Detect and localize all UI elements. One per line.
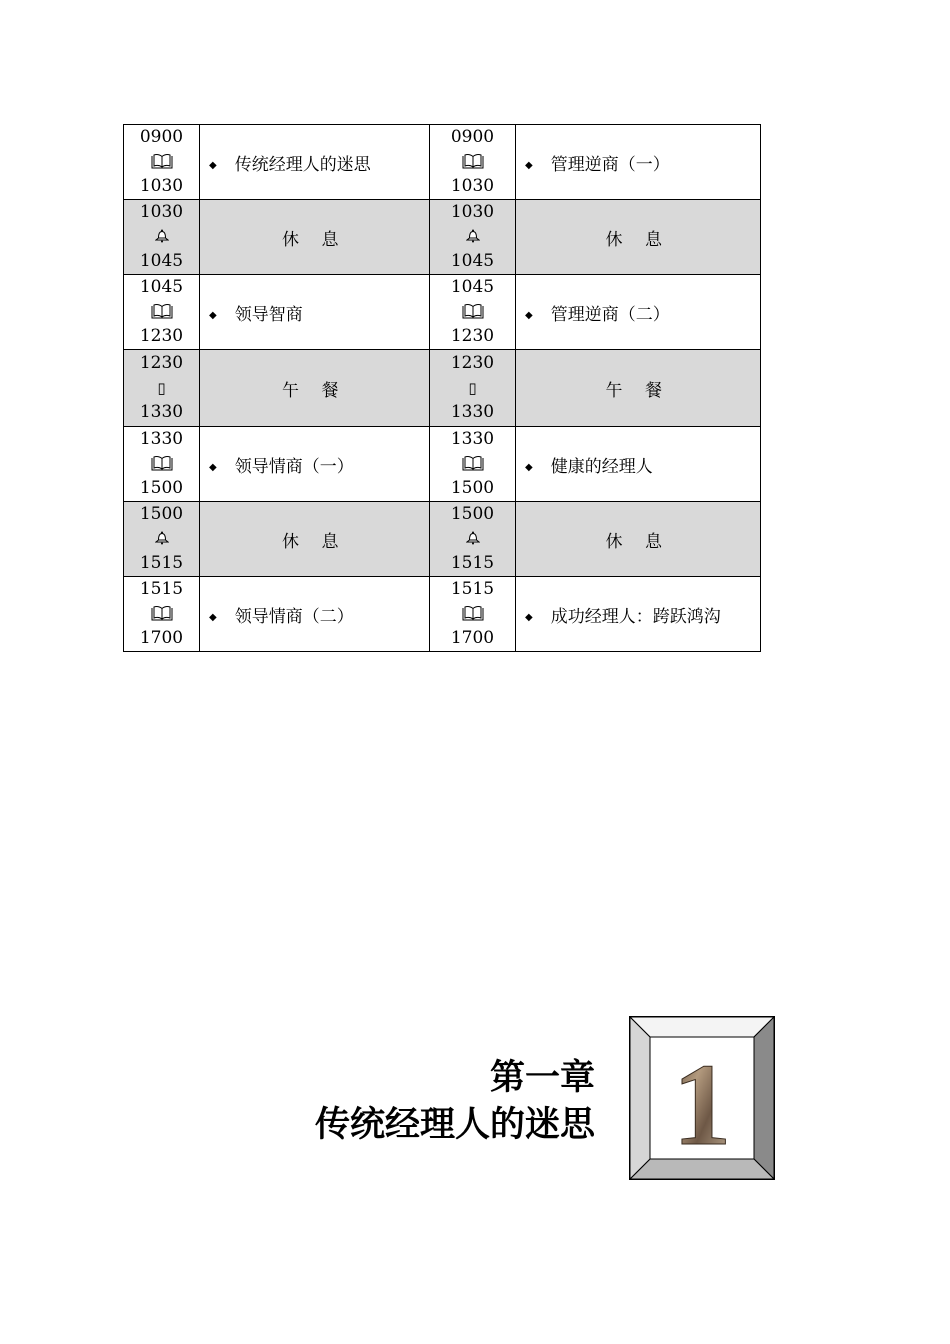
end-time: 1030 [139, 176, 184, 197]
time-icon [124, 225, 199, 250]
pause-label: 休 息 [605, 531, 671, 552]
time-cell [430, 427, 516, 502]
bullet-icon: ◆ [209, 159, 217, 171]
end-time: 1045 [139, 251, 184, 272]
time-cell [124, 350, 200, 427]
end-time: 1515 [139, 553, 184, 574]
pause-cell [516, 200, 761, 275]
schedule-row [124, 125, 761, 200]
time-icon [124, 602, 199, 627]
topic-label: 传统经理人的迷思 [234, 154, 371, 175]
topic-label: 管理逆商（二） [550, 304, 670, 325]
start-time: 0900 [139, 127, 184, 148]
start-time: 1030 [139, 202, 184, 223]
time-icon [124, 452, 199, 477]
topic-cell [200, 427, 430, 502]
lunch-cell [516, 350, 761, 427]
time-icon [124, 376, 199, 401]
topic-cell [516, 275, 761, 350]
topic-label: 领导情商（二） [234, 606, 354, 627]
time-icon [430, 452, 515, 477]
schedule-row [124, 350, 761, 427]
pause-label: 休 息 [605, 229, 671, 250]
time-cell [124, 200, 200, 275]
start-time: 1030 [450, 202, 495, 223]
book-icon [151, 304, 173, 319]
pause-cell [200, 200, 430, 275]
topic-label: 健康的经理人 [550, 456, 653, 477]
time-icon [430, 527, 515, 552]
chapter-title: 传统经理人的迷思 [314, 1104, 595, 1145]
start-time: 1230 [139, 353, 184, 374]
book-icon [462, 456, 484, 471]
end-time: 1500 [450, 478, 495, 499]
topic-cell [200, 275, 430, 350]
time-icon [430, 376, 515, 401]
bell-icon [466, 229, 480, 243]
start-time: 1330 [450, 429, 495, 450]
book-icon [151, 456, 173, 471]
bell-icon [155, 229, 169, 243]
start-time: 1045 [450, 277, 495, 298]
time-icon [430, 602, 515, 627]
lunch-label: 午 餐 [605, 380, 671, 401]
time-icon [124, 150, 199, 175]
start-time: 1515 [139, 579, 184, 600]
chapter-number-badge [629, 1016, 775, 1180]
book-icon [462, 154, 484, 169]
start-time: 1500 [450, 504, 495, 525]
end-time: 1330 [450, 402, 495, 423]
time-cell [124, 502, 200, 577]
topic-cell [200, 125, 430, 200]
end-time: 1030 [450, 176, 495, 197]
end-time: 1515 [450, 553, 495, 574]
chapter-badge-digit: 1 [672, 1039, 732, 1170]
lunch-cell [200, 350, 430, 427]
book-icon [151, 606, 173, 621]
start-time: 1230 [450, 353, 495, 374]
schedule-row [124, 275, 761, 350]
bullet-icon: ◆ [525, 461, 533, 473]
topic-cell [516, 427, 761, 502]
time-icon [430, 150, 515, 175]
end-time: 1500 [139, 478, 184, 499]
time-cell [430, 350, 516, 427]
schedule-row [124, 502, 761, 577]
start-time: 1330 [139, 429, 184, 450]
bullet-icon: ◆ [525, 309, 533, 321]
bullet-icon: ◆ [525, 159, 533, 171]
time-cell [430, 275, 516, 350]
pause-cell [516, 502, 761, 577]
pause-label: 休 息 [282, 229, 347, 250]
bullet-icon: ◆ [209, 611, 217, 623]
pause-label: 休 息 [282, 531, 347, 552]
end-time: 1230 [450, 326, 495, 347]
schedule-table [123, 124, 761, 652]
topic-cell [516, 577, 761, 652]
time-cell [430, 577, 516, 652]
start-time: 1515 [450, 579, 495, 600]
start-time: 0900 [450, 127, 495, 148]
pause-cell [200, 502, 430, 577]
chapter-number-label: 第一章 [489, 1057, 595, 1098]
time-cell [430, 125, 516, 200]
schedule-row [124, 200, 761, 275]
topic-label: 成功经理人：跨跃鸿沟 [550, 606, 721, 627]
chapter-heading [315, 1055, 595, 1149]
schedule-body [124, 125, 761, 652]
missing-glyph-icon: ▯ [157, 378, 166, 397]
topic-label: 管理逆商（一） [550, 154, 670, 175]
bullet-icon: ◆ [525, 611, 533, 623]
time-icon [124, 300, 199, 325]
lunch-label: 午 餐 [282, 380, 347, 401]
time-cell [124, 577, 200, 652]
book-icon [462, 304, 484, 319]
time-cell [430, 200, 516, 275]
missing-glyph-icon: ▯ [468, 378, 477, 397]
time-cell [430, 502, 516, 577]
time-cell [124, 275, 200, 350]
time-cell [124, 427, 200, 502]
time-icon [430, 225, 515, 250]
schedule-row [124, 427, 761, 502]
end-time: 1045 [450, 251, 495, 272]
time-icon [430, 300, 515, 325]
topic-cell [200, 577, 430, 652]
start-time: 1500 [139, 504, 184, 525]
time-cell [124, 125, 200, 200]
end-time: 1230 [139, 326, 184, 347]
time-icon [124, 527, 199, 552]
book-icon [462, 606, 484, 621]
topic-label: 领导情商（一） [234, 456, 354, 477]
end-time: 1700 [450, 628, 495, 649]
topic-cell [516, 125, 761, 200]
start-time: 1045 [139, 277, 184, 298]
bullet-icon: ◆ [209, 309, 217, 321]
end-time: 1330 [139, 402, 184, 423]
end-time: 1700 [139, 628, 184, 649]
bullet-icon: ◆ [209, 461, 217, 473]
bell-icon [466, 531, 480, 545]
topic-label: 领导智商 [234, 304, 303, 325]
bell-icon [155, 531, 169, 545]
schedule-row [124, 577, 761, 652]
book-icon [151, 154, 173, 169]
